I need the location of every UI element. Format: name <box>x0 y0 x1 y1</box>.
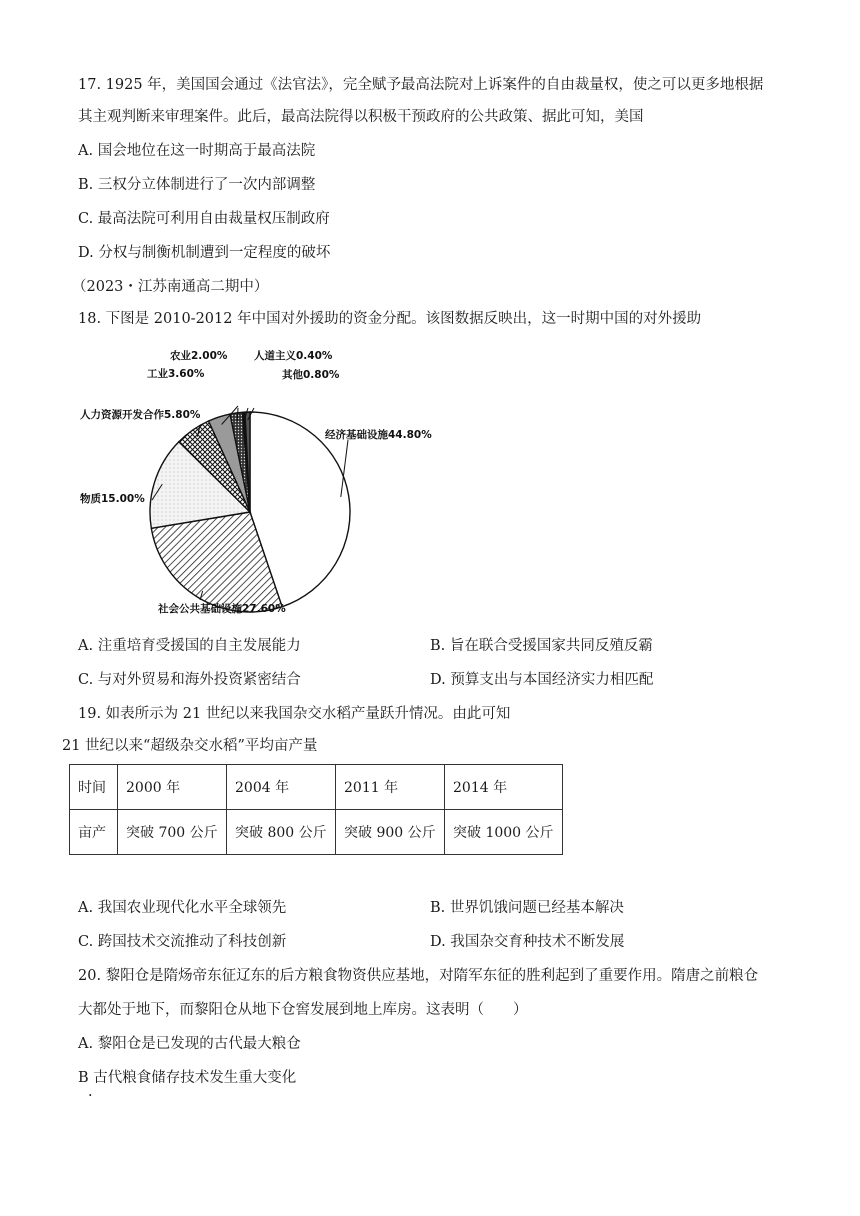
q19-option-c: C. 跨国技术交流推动了科技创新 <box>78 934 287 950</box>
q17-option-a: A. 国会地位在这一时期高于最高法院 <box>78 143 316 159</box>
year-cell: 2014 年 <box>445 765 563 810</box>
yield-cell: 突破 800 公斤 <box>227 810 336 855</box>
q17-option-c: C. 最高法院可利用自由裁量权压制政府 <box>78 211 330 227</box>
q18-option-d: D. 预算支出与本国经济实力相匹配 <box>430 672 654 688</box>
q18-stem: 18. 下图是 2010-2012 年中国对外援助的资金分配。该图数据反映出，这一时期中国的对外援助 <box>78 311 702 327</box>
table-row <box>70 765 563 810</box>
q18-option-a: A. 注重培育受援国的自主发展能力 <box>78 638 301 654</box>
pie-slice-label: 农业2.00% <box>170 350 228 362</box>
source-note: （2023・江苏南通高二期中） <box>72 279 269 295</box>
q19-stem: 19. 如表所示为 21 世纪以来我国杂交水稻产量跃升情况。由此可知 <box>78 706 511 722</box>
pie-slice-label: 物质15.00% <box>80 493 145 505</box>
q20-stem-line2: 大都处于地下，而黎阳仓从地下仓窖发展到地上库房。这表明（ ） <box>78 1002 528 1018</box>
yield-cell: 突破 900 公斤 <box>336 810 445 855</box>
year-cell: 2004 年 <box>227 765 336 810</box>
stray-mark: · <box>88 1088 93 1104</box>
q19-option-d: D. 我国杂交育种技术不断发展 <box>430 934 625 950</box>
pie-slice-label: 其他0.80% <box>282 369 340 381</box>
q19-option-a: A. 我国农业现代化水平全球领先 <box>78 900 287 916</box>
pie-slice-label: 工业3.60% <box>147 368 205 380</box>
q17-option-b: B. 三权分立体制进行了一次内部调整 <box>78 177 316 193</box>
q20-stem-line1: 20. 黎阳仓是隋炀帝东征辽东的后方粮食物资供应基地，对隋军东征的胜利起到了重要作用。隋唐之前粮仓 <box>78 968 759 984</box>
q19-option-b: B. 世界饥饿问题已经基本解决 <box>430 900 624 916</box>
q17-stem-line1: 17. 1925 年，美国国会通过《法官法》，完全赋予最高法院对上诉案件的自由裁量权，使之可以更多地根据 <box>78 77 764 93</box>
pie-slice-label: 人道主义0.40% <box>254 350 333 362</box>
q18-option-c: C. 与对外贸易和海外投资紧密结合 <box>78 672 301 688</box>
q17-option-d: D. 分权与制衡机制遭到一定程度的破坏 <box>78 245 331 261</box>
q20-option-b: B 古代粮食储存技术发生重大变化 <box>78 1070 297 1086</box>
pie-slice-label: 社会公共基础设施27.60% <box>158 603 286 615</box>
row-label-yield: 亩产 <box>70 810 118 855</box>
q20-option-a: A. 黎阳仓是已发现的古代最大粮仓 <box>78 1036 301 1052</box>
q19-table-title: 21 世纪以来“超级杂交水稻”平均亩产量 <box>62 738 318 754</box>
aid-distribution-pie-chart <box>60 342 460 620</box>
q17-stem-line2: 其主观判断来审理案件。此后，最高法院得以积极干预政府的公共政策、据此可知，美国 <box>78 109 644 125</box>
row-label-time: 时间 <box>70 765 118 810</box>
yield-cell: 突破 700 公斤 <box>118 810 227 855</box>
year-cell: 2011 年 <box>336 765 445 810</box>
pie-leader-line <box>237 408 238 421</box>
yield-cell: 突破 1000 公斤 <box>445 810 563 855</box>
rice-yield-table <box>69 764 563 855</box>
table-row <box>70 810 563 855</box>
pie-slice-label: 人力资源开发合作5.80% <box>80 409 201 421</box>
year-cell: 2000 年 <box>118 765 227 810</box>
pie-slice-label: 经济基础设施44.80% <box>325 429 432 441</box>
q18-option-b: B. 旨在联合受援国家共同反殖反霸 <box>430 638 653 654</box>
